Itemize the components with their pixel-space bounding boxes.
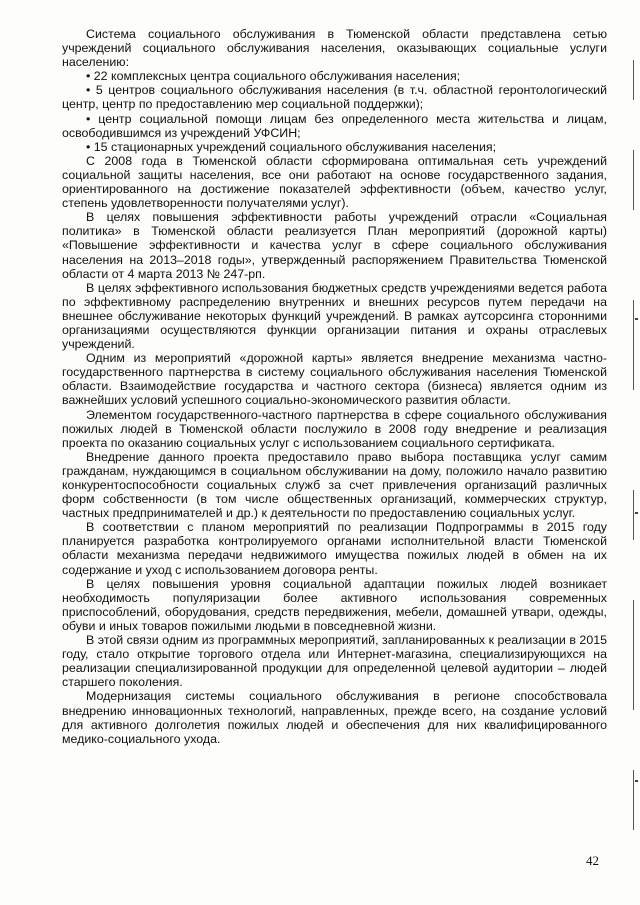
paragraph: Элементом государственного-частного партнерства в сфере социального обслуживания пожилых людей в Тюменской области послужило в 2008 году внедрение и реализация проекта по оказанию социальных услуг с использованием социального сертификата. xyxy=(62,407,607,450)
paragraph: В соответствии с планом мероприятий по реализации Подпрограммы в 2015 году планируется разработка контролируемого органами исполнительной власти Тюменской области механизма передачи недвижимого имущества пожилых людей в обмен на их содержание и уход с использованием договора ренты. xyxy=(62,520,607,577)
scan-artifact xyxy=(635,780,638,782)
scan-artifact xyxy=(633,770,634,830)
scan-artifact xyxy=(633,60,634,100)
paragraph: Одним из мероприятий «дорожной карты» является внедрение механизма частно-государственного партнерства в систему социального обслуживания населения Тюменской области. Взаимодействие государства и частного сектора (бизнеса) является одним из важнейших условий успешного социально-экономического развития области. xyxy=(62,351,607,408)
scan-artifact xyxy=(633,150,634,210)
paragraph: В целях повышения эффективности работы учреждений отрасли «Социальная политика» в Тюменской области реализуется План мероприятий (дорожной карты) «Повышение эффективности и качества услуг в сфере социального обслуживания населения на 2013–2018 годы», утвержденный распоряжением Правительства Тюменской области от 4 марта 2013 № 247-рп. xyxy=(62,210,607,281)
scan-artifact xyxy=(635,318,638,320)
paragraph: В целях повышения уровня социальной адаптации пожилых людей возникает необходимость популяризации более активного использования современных приспособлений, оборудования, средств передвижения, мебели, домашней утвари, одежды, обуви и иных товаров пожилыми людьми в повседневной жизни. xyxy=(62,576,607,633)
paragraph: С 2008 года в Тюменской области сформирована оптимальная сеть учреждений социальной защиты населения, все они работают на основе государственного задания, ориентированного на достижение показателей эффективности (объем, качество услуг, степень удовлетворенности получателями услуг). xyxy=(62,153,607,211)
paragraph: В этой связи одним из программных мероприятий, запланированных к реализации в 2015 году, стало открытие торгового отдела или Интернет-магазина, специализирующихся на реализации специализированной продукции для определенной целевой аудитории – людей старшего поколения. xyxy=(62,633,607,690)
list-item: • центр социальной помощи лицам без определенного места жительства и лицам, освободившимся из учреждений УФСИН; xyxy=(62,111,607,140)
scan-artifact xyxy=(633,300,634,390)
paragraph: Внедрение данного проекта предоставило право выбора поставщика услуг самим гражданам, нуждающимся в социальном обслуживании на дому, положило начало развитию конкурентоспособности социальных служб за счет привлечения организаций различных форм собственности (в том числе общественных организаций, коммерческих структур, частных предпринимателей и др.) к деятельности по предоставлению социальных услуг. xyxy=(62,449,607,521)
scan-artifact xyxy=(633,490,634,540)
paragraph: В целях эффективного использования бюджетных средств учреждениями ведется работа по эффективному распределению внутренних и внешних ресурсов путем передачи на внешнее обслуживание некоторых функций учреждений. В рамках аутсорсинга сторонними организациями осуществляются функции организации питания и охраны отраслевых учреждений. xyxy=(62,280,607,352)
page-number: 42 xyxy=(586,853,599,868)
scan-artifact xyxy=(633,600,634,710)
list-item: • 5 центров социального обслуживания населения (в т.ч. областной геронтологический центр, центр по предоставлению мер социальной поддержки); xyxy=(62,83,607,112)
paragraph: Модернизация системы социального обслуживания в регионе способствовала внедрению инновационных технологий, направленных, прежде всего, на создание условий для активного долголетия пожилых людей и обеспечения для них квалифицированного медико-социального ухода. xyxy=(62,689,607,746)
body-text xyxy=(62,27,607,746)
paragraph-intro: Система социального обслуживания в Тюменской области представлена сетью учреждений социального обслуживания населения, оказывающих социальные услуги населению: xyxy=(62,27,607,70)
list-item: • 22 комплексных центра социального обслуживания населения; xyxy=(86,69,461,84)
scan-artifact xyxy=(635,512,638,514)
list-item: • 15 стационарных учреждений социального обслуживания населения; xyxy=(86,139,497,154)
